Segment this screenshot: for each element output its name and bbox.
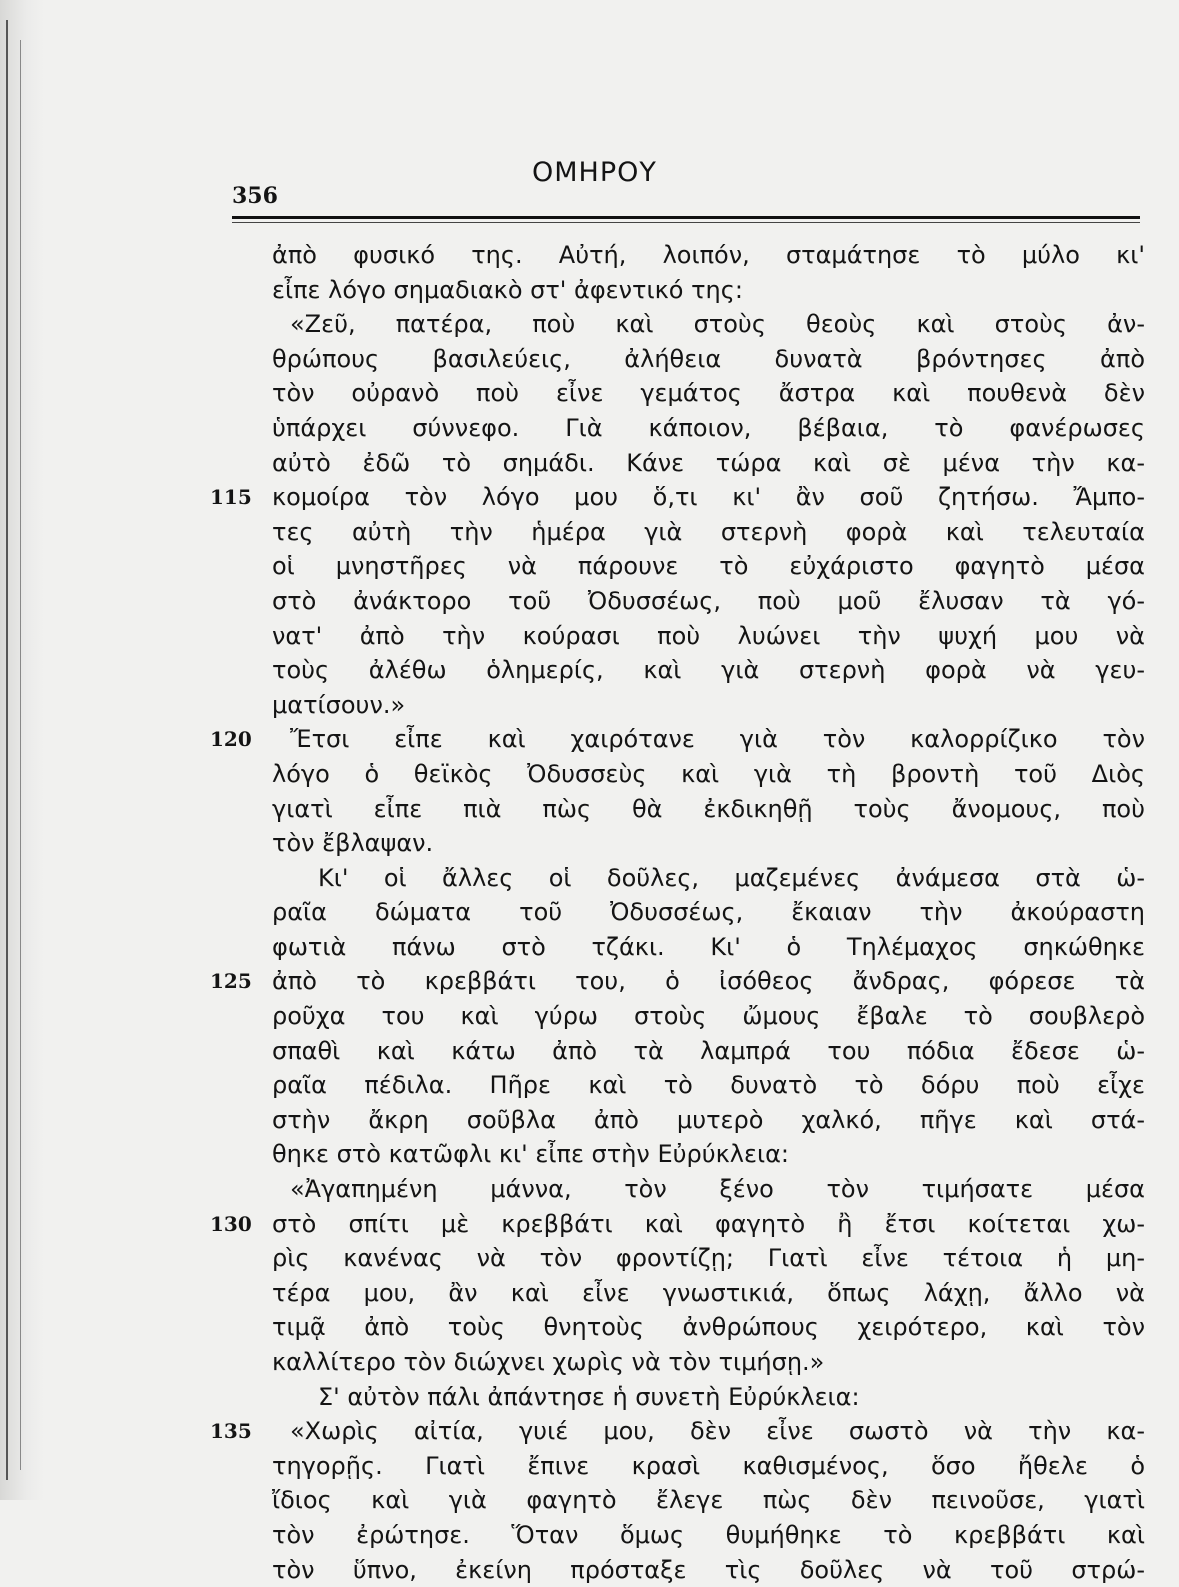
line-text: στὸ σπίτι μὲ κρεββάτι καὶ φαγητὸ ἢ ἔτσι κοίτεται χω- [272,1209,1145,1238]
text-line [210,1241,1145,1276]
text-line [210,411,1145,446]
line-text: στὸ ἀνάκτορο τοῦ Ὀδυσσέως, ποὺ μοῦ ἔλυσαν τὰ γό- [272,586,1145,615]
page-edge [0,0,44,1500]
text-line [210,826,1145,861]
text-line [210,1380,1145,1415]
line-number: 120 [210,727,252,752]
line-text: τες αὐτὴ τὴν ἡμέρα γιὰ στερνὴ φορὰ καὶ τελευταία [272,517,1145,546]
text-line [210,1137,1145,1172]
text-line [210,549,1145,584]
text-line [210,653,1145,688]
page-header [232,155,1140,215]
text-line [210,1207,1145,1242]
line-text: τὸν ἔβλαψαν. [272,829,434,858]
text-line [210,1172,1145,1207]
line-text: θηκε στὸ κατῶφλι κι' εἶπε στὴν Εὐρύκλεια: [272,1140,789,1169]
running-title: ΟΜΗΡΟΥ [532,157,657,188]
body-text [210,238,1145,1587]
text-line [210,1068,1145,1103]
text-line [210,515,1145,550]
line-text: τοὺς ἀλέθω ὁλημερίς, καὶ γιὰ στερνὴ φορὰ νὰ γευ- [272,656,1145,685]
line-text: ροῦχα του καὶ γύρω στοὺς ὤμους ἔβαλε τὸ σουβλερὸ [272,1002,1145,1031]
text-line [210,1034,1145,1069]
line-text: ραῖα πέδιλα. Πῆρε καὶ τὸ δυνατὸ τὸ δόρυ ποὺ εἶχε [272,1071,1145,1100]
line-text: ἀπὸ φυσικό της. Αὐτή, λοιπόν, σταμάτησε τὸ μύλο κι' [272,241,1145,269]
text-line [210,619,1145,654]
line-text: Κι' οἱ ἄλλες οἱ δοῦλες, μαζεμένες ἀνάμεσα στὰ ὡ- [318,863,1145,892]
text-line [210,1449,1145,1484]
text-line [210,1310,1145,1345]
text-line [210,757,1145,792]
line-text: Ἔτσι εἶπε καὶ χαιρότανε γιὰ τὸν καλορρίζικο τὸν [290,725,1145,754]
line-text: «Ἀγαπημένη μάννα, τὸν ξένο τὸν τιμήσατε μέσα [290,1175,1145,1204]
text-line [210,307,1145,342]
line-text: κομοίρα τὸν λόγο μου ὅ,τι κι' ἂν σοῦ ζητήσω. Ἄμπο- [272,483,1145,512]
text-line [210,722,1145,757]
text-line [210,238,1145,273]
text-line [210,1276,1145,1311]
text-line [210,895,1145,930]
text-line [210,376,1145,411]
line-text: ραῖα δώματα τοῦ Ὀδυσσέως, ἔκαιαν τὴν ἀκούραστη [272,898,1145,927]
text-line [210,446,1145,481]
line-text: θρώπους βασιλεύεις, ἀλήθεια δυνατὰ βρόντησες ἀπὸ [272,344,1145,373]
text-line [210,1483,1145,1518]
line-text: ἀπὸ τὸ κρεββάτι του, ὁ ἰσόθεος ἄνδρας, φόρεσε τὰ [272,967,1145,996]
line-text: τιμᾷ ἀπὸ τοὺς θνητοὺς ἀνθρώπους χειρότερο, καὶ τὸν [272,1313,1145,1342]
page-number: 356 [232,183,278,209]
text-line [210,999,1145,1034]
text-line [210,1518,1145,1553]
text-line [210,584,1145,619]
text-line [210,1345,1145,1380]
text-line [210,964,1145,999]
header-rule-thin [232,222,1140,223]
line-text: ὑπάρχει σύννεφο. Γιὰ κάποιον, βέβαια, τὸ φανέρωσες [272,413,1145,442]
line-text: Σ' αὐτὸν πάλι ἀπάντησε ἡ συνετὴ Εὐρύκλεια: [318,1382,860,1411]
text-line [210,480,1145,515]
line-text: τὸν ἐρώτησε. Ὅταν ὅμως θυμήθηκε τὸ κρεββάτι καὶ [272,1520,1145,1549]
text-line [210,861,1145,896]
line-text: σπαθὶ καὶ κάτω ἀπὸ τὰ λαμπρά του πόδια ἔδεσε ὡ- [272,1036,1145,1065]
line-number: 115 [210,485,252,510]
text-line [210,1103,1145,1138]
line-text: αὐτὸ ἐδῶ τὸ σημάδι. Κάνε τώρα καὶ σὲ μένα τὴν κα- [272,448,1145,477]
text-line [210,1553,1145,1587]
line-text: «Χωρὶς αἰτία, γυιέ μου, δὲν εἶνε σωστὸ νὰ τὴν κα- [290,1417,1145,1446]
line-text: λόγο ὁ θεϊκὸς Ὀδυσσεὺς καὶ γιὰ τὴ βροντὴ τοῦ Διὸς [272,759,1145,788]
line-text: «Ζεῦ, πατέρα, ποὺ καὶ στοὺς θεοὺς καὶ στοὺς ἀν- [290,310,1145,339]
line-text: ρὶς κανένας νὰ τὸν φροντίζῃ; Γιατὶ εἶνε τέτοια ἡ μη- [272,1244,1145,1273]
line-number: 130 [210,1211,252,1236]
line-number: 135 [210,1419,252,1444]
line-text: τέρα μου, ἂν καὶ εἶνε γνωστικιά, ὅπως λάχῃ, ἄλλο νὰ [272,1278,1145,1307]
text-line [210,792,1145,827]
line-number: 125 [210,969,252,994]
line-text: εἶπε λόγο σημαδιακὸ στ' ἀφεντικό της: [272,275,743,304]
line-text: τὸν οὐρανὸ ποὺ εἶνε γεμάτος ἄστρα καὶ πουθενὰ δὲν [272,379,1145,408]
text-line [210,688,1145,723]
line-text: τὸν ὕπνο, ἐκείνη πρόσταξε τὶς δοῦλες νὰ τοῦ στρώ- [272,1555,1145,1584]
line-text: στὴν ἄκρη σοῦβλα ἀπὸ μυτερὸ χαλκό, πῆγε καὶ στά- [272,1105,1145,1134]
line-text: τηγορῇς. Γιατὶ ἔπινε κρασὶ καθισμένος, ὅσο ἤθελε ὁ [272,1451,1145,1480]
line-text: φωτιὰ πάνω στὸ τζάκι. Κι' ὁ Τηλέμαχος σηκώθηκε [272,932,1145,961]
text-line [210,342,1145,377]
text-line [210,1414,1145,1449]
line-text: ἴδιος καὶ γιὰ φαγητὸ ἔλεγε πὼς δὲν πεινοῦσε, γιατὶ [272,1486,1145,1515]
line-text: οἱ μνηστῆρες νὰ πάρουνε τὸ εὐχάριστο φαγητὸ μέσα [272,552,1145,581]
header-rule [232,216,1140,219]
line-text: ματίσουν.» [272,690,406,719]
text-line [210,930,1145,965]
line-text: γιατὶ εἶπε πιὰ πὼς θὰ ἐκδικηθῇ τοὺς ἄνομους, ποὺ [272,794,1145,823]
line-text: καλλίτερο τὸν διώχνει χωρὶς νὰ τὸν τιμήσῃ.» [272,1348,825,1376]
line-text: νατ' ἀπὸ τὴν κούρασι ποὺ λυώνει τὴν ψυχή μου νὰ [272,621,1145,650]
text-line [210,273,1145,308]
